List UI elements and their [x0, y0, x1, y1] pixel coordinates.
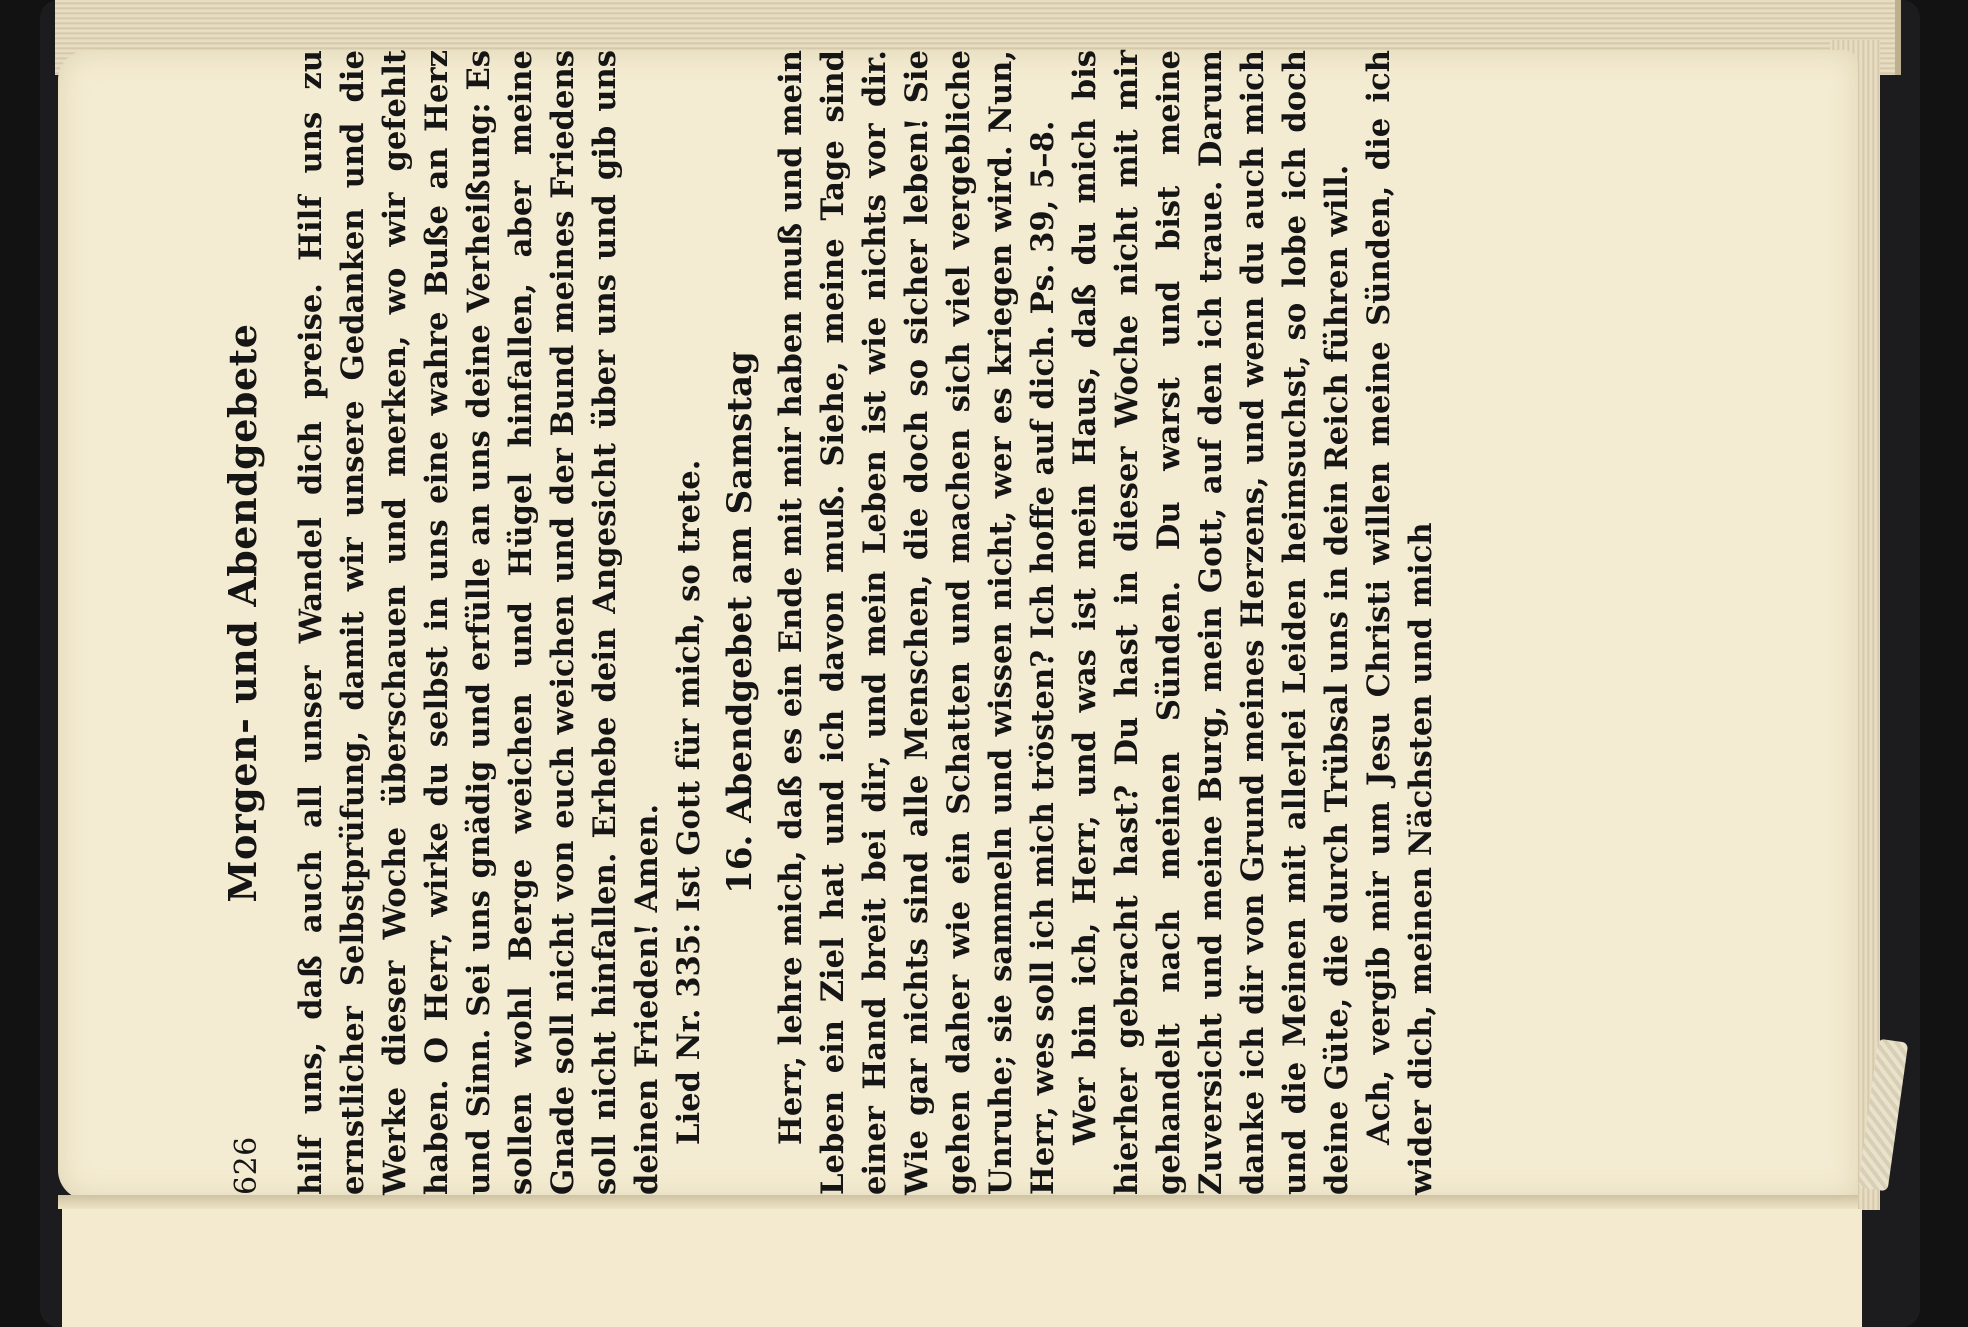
running-head-title: Morgen- und Abendgebete — [220, 323, 265, 903]
section-title: 16. Abendgebet am Samstag — [720, 351, 760, 894]
prayer-paragraph-1: hilf uns, daß auch all unser Wandel dich preise. Hilf uns zu ernstlicher Selbstprüfung, damit wir unsere Gedanken und die Werke dieser Woche überschauen und merken, wo wir gefehlt haben. O Herr, wirke du selbst in uns eine wahre Buße an Herz und Sinn. Sei uns gnädig und erfülle an uns deine Verheißung: Es sollen wohl Berge weichen und Hügel hinfallen, aber meine Gnade soll nicht von euch weichen und der Bund meines Friedens soll nicht hinfallen. Erhebe dein Angesicht über uns und gib uns deinen Frieden! Amen. — [293, 50, 665, 1195]
page-body — [290, 50, 1442, 1195]
page-text-block — [220, 50, 1780, 1195]
page-number: 626 — [229, 1136, 264, 1195]
hymn-reference: Lied Nr. 335: Ist Gott für mich, so trete. — [671, 459, 707, 1145]
book-gutter — [58, 1195, 1858, 1209]
prayer-paragraph-2: Herr, lehre mich, daß es ein Ende mit mir haben muß und mein Leben ein Ziel hat und ich davon muß. Siehe, meine Tage sind einer Hand breit bei dir, und mein Leben ist wie nichts vor dir. Wie gar nichts sind alle Menschen, die doch so sicher leben! Sie gehen daher wie ein Schatten und machen sich viel vergebliche Unruhe; sie sammeln und wissen nicht, wer es kriegen wird. Nun, Herr, wes soll ich mich trösten? Ich hoffe auf dich. Ps. 39, 5–8. — [773, 49, 1061, 1195]
running-head — [220, 50, 272, 1195]
right-page-edge — [62, 1209, 1862, 1327]
prayer-paragraph-4: Ach, vergib mir um Jesu Christi willen meine Sünden, die ich wider dich, meinen Nächsten und mich — [1361, 50, 1439, 1195]
prayer-paragraph-3: Wer bin ich, Herr, und was ist mein Haus, daß du mich bis hierher gebracht hast? Du hast in dieser Woche nicht mit mir gehandelt nach meinen Sünden. Du warst und bist meine Zuversicht und meine Burg, mein Gott, auf den ich traue. Darum danke ich dir von Grund meines Herzens, und wenn du auch mich und die Meinen mit allerlei Leiden heimsuchst, so lobe ich doch deine Güte, die durch Trübsal uns in dein Reich führen will. — [1067, 50, 1355, 1195]
